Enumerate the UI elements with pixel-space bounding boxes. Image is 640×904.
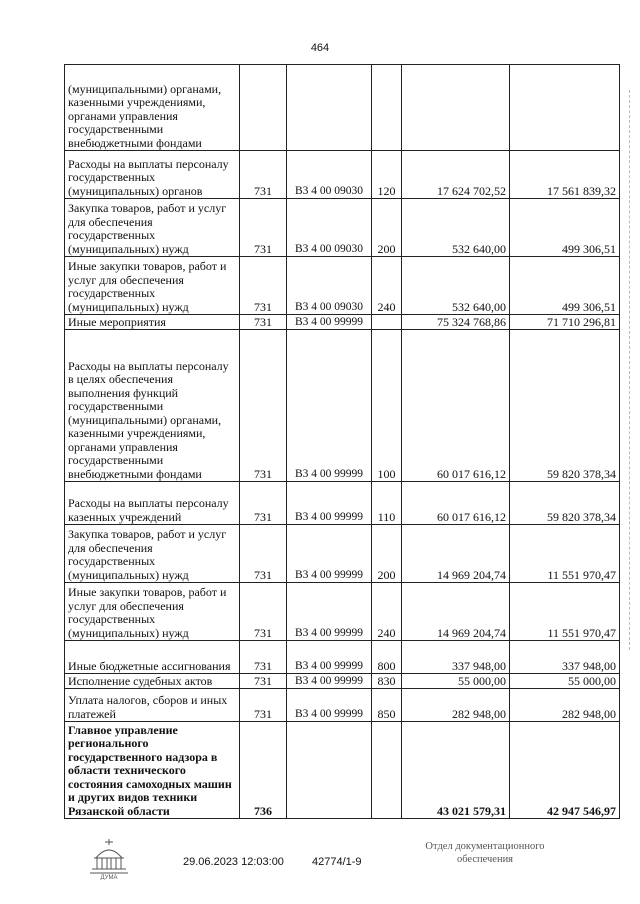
footer-doc-number: 42774/1-9 bbox=[312, 856, 362, 868]
budget-table bbox=[64, 64, 620, 819]
ved-code-cell: 731 bbox=[240, 199, 287, 257]
expense-type-cell: 100 bbox=[372, 330, 402, 482]
row-name-cell: Уплата налогов, сборов и иных платежей bbox=[65, 689, 240, 722]
target-article-cell: В3 4 00 09030 bbox=[287, 199, 372, 257]
ved-code-cell: 731 bbox=[240, 330, 287, 482]
executed-amount-cell: 17 561 839,32 bbox=[510, 151, 620, 199]
planned-amount-cell: 55 000,00 bbox=[402, 674, 510, 689]
executed-amount-cell: 59 820 378,34 bbox=[510, 330, 620, 482]
ved-code-cell: 731 bbox=[240, 689, 287, 722]
expense-type-cell: 200 bbox=[372, 525, 402, 583]
row-name-cell: Закупка товаров, работ и услуг для обеспечения государственных (муниципальных) нужд bbox=[65, 525, 240, 583]
expense-type-cell: 110 bbox=[372, 482, 402, 525]
planned-amount-cell: 43 021 579,31 bbox=[402, 722, 510, 819]
table-row bbox=[65, 199, 620, 257]
ved-code-cell: 731 bbox=[240, 315, 287, 330]
target-article-cell bbox=[287, 65, 372, 151]
executed-amount-cell: 337 948,00 bbox=[510, 641, 620, 674]
planned-amount-cell bbox=[402, 65, 510, 151]
expense-type-cell: 850 bbox=[372, 689, 402, 722]
duma-logo bbox=[88, 836, 130, 880]
table-row bbox=[65, 689, 620, 722]
ved-code-cell: 731 bbox=[240, 641, 287, 674]
row-name-cell: Закупка товаров, работ и услуг для обеспечения государственных (муниципальных) нужд bbox=[65, 199, 240, 257]
planned-amount-cell: 17 624 702,52 bbox=[402, 151, 510, 199]
department-stamp bbox=[405, 840, 565, 866]
executed-amount-cell: 59 820 378,34 bbox=[510, 482, 620, 525]
row-name-cell: Иные закупки товаров, работ и услуг для обеспечения государственных (муниципальных) нужд bbox=[65, 257, 240, 315]
executed-amount-cell: 11 551 970,47 bbox=[510, 525, 620, 583]
stamp-line-2: обеспечения bbox=[456, 854, 514, 865]
ved-code-cell bbox=[240, 65, 287, 151]
row-name-cell: Иные мероприятия bbox=[65, 315, 240, 330]
target-article-cell bbox=[287, 722, 372, 819]
expense-type-cell: 120 bbox=[372, 151, 402, 199]
target-article-cell: В3 4 00 99999 bbox=[287, 482, 372, 525]
ved-code-cell: 731 bbox=[240, 674, 287, 689]
planned-amount-cell: 282 948,00 bbox=[402, 689, 510, 722]
table-row bbox=[65, 65, 620, 151]
row-name-cell: Главное управление регионального государственного надзора в области технического состояния самоходных машин и других видов техники Рязанской области bbox=[65, 722, 240, 819]
table-row bbox=[65, 482, 620, 525]
expense-type-cell: 240 bbox=[372, 583, 402, 641]
executed-amount-cell: 55 000,00 bbox=[510, 674, 620, 689]
row-name-cell: Расходы на выплаты персоналу казенных учреждений bbox=[65, 482, 240, 525]
target-article-cell: В3 4 00 99999 bbox=[287, 689, 372, 722]
executed-amount-cell bbox=[510, 65, 620, 151]
page-number: 464 bbox=[310, 42, 330, 54]
row-name-cell: Иные бюджетные ассигнования bbox=[65, 641, 240, 674]
target-article-cell: В3 4 00 99999 bbox=[287, 641, 372, 674]
scan-edge-line bbox=[629, 90, 631, 650]
target-article-cell: В3 4 00 99999 bbox=[287, 330, 372, 482]
planned-amount-cell: 60 017 616,12 bbox=[402, 482, 510, 525]
budget-table-body bbox=[65, 65, 620, 819]
expense-type-cell: 240 bbox=[372, 257, 402, 315]
executed-amount-cell: 11 551 970,47 bbox=[510, 583, 620, 641]
footer-timestamp: 29.06.2023 12:03:00 bbox=[183, 856, 284, 868]
row-name-cell: (муниципальными) органами, казенными учреждениями, органами управления государственными внебюджетными фондами bbox=[65, 65, 240, 151]
target-article-cell: В3 4 00 99999 bbox=[287, 583, 372, 641]
expense-type-cell: 800 bbox=[372, 641, 402, 674]
planned-amount-cell: 14 969 204,74 bbox=[402, 583, 510, 641]
executed-amount-cell: 499 306,51 bbox=[510, 257, 620, 315]
planned-amount-cell: 60 017 616,12 bbox=[402, 330, 510, 482]
stamp-line-1: Отдел документационного bbox=[425, 841, 545, 852]
executed-amount-cell: 282 948,00 bbox=[510, 689, 620, 722]
ved-code-cell: 731 bbox=[240, 257, 287, 315]
table-row bbox=[65, 722, 620, 819]
executed-amount-cell: 499 306,51 bbox=[510, 199, 620, 257]
svg-text:ДУМА: ДУМА bbox=[100, 875, 118, 880]
planned-amount-cell: 75 324 768,86 bbox=[402, 315, 510, 330]
target-article-cell: В3 4 00 09030 bbox=[287, 257, 372, 315]
ved-code-cell: 731 bbox=[240, 583, 287, 641]
table-row bbox=[65, 151, 620, 199]
planned-amount-cell: 337 948,00 bbox=[402, 641, 510, 674]
target-article-cell: В3 4 00 99999 bbox=[287, 315, 372, 330]
table-row bbox=[65, 641, 620, 674]
ved-code-cell: 736 bbox=[240, 722, 287, 819]
row-name-cell: Исполнение судебных актов bbox=[65, 674, 240, 689]
expense-type-cell bbox=[372, 722, 402, 819]
ved-code-cell: 731 bbox=[240, 525, 287, 583]
ved-code-cell: 731 bbox=[240, 482, 287, 525]
target-article-cell: В3 4 00 09030 bbox=[287, 151, 372, 199]
row-name-cell: Расходы на выплаты персоналу государственных (муниципальных) органов bbox=[65, 151, 240, 199]
expense-type-cell bbox=[372, 65, 402, 151]
table-row bbox=[65, 583, 620, 641]
table-row bbox=[65, 674, 620, 689]
expense-type-cell: 200 bbox=[372, 199, 402, 257]
planned-amount-cell: 14 969 204,74 bbox=[402, 525, 510, 583]
executed-amount-cell: 42 947 546,97 bbox=[510, 722, 620, 819]
expense-type-cell bbox=[372, 315, 402, 330]
table-row bbox=[65, 315, 620, 330]
row-name-cell: Иные закупки товаров, работ и услуг для обеспечения государственных (муниципальных) нужд bbox=[65, 583, 240, 641]
table-row bbox=[65, 330, 620, 482]
executed-amount-cell: 71 710 296,81 bbox=[510, 315, 620, 330]
ved-code-cell: 731 bbox=[240, 151, 287, 199]
row-name-cell: Расходы на выплаты персоналу в целях обеспечения выполнения функций государственными (муниципальными) органами, казенными учреждениями, органами управления государственными внебюджетными фондами bbox=[65, 330, 240, 482]
table-row bbox=[65, 257, 620, 315]
table-row bbox=[65, 525, 620, 583]
planned-amount-cell: 532 640,00 bbox=[402, 257, 510, 315]
target-article-cell: В3 4 00 99999 bbox=[287, 525, 372, 583]
target-article-cell: В3 4 00 99999 bbox=[287, 674, 372, 689]
expense-type-cell: 830 bbox=[372, 674, 402, 689]
planned-amount-cell: 532 640,00 bbox=[402, 199, 510, 257]
